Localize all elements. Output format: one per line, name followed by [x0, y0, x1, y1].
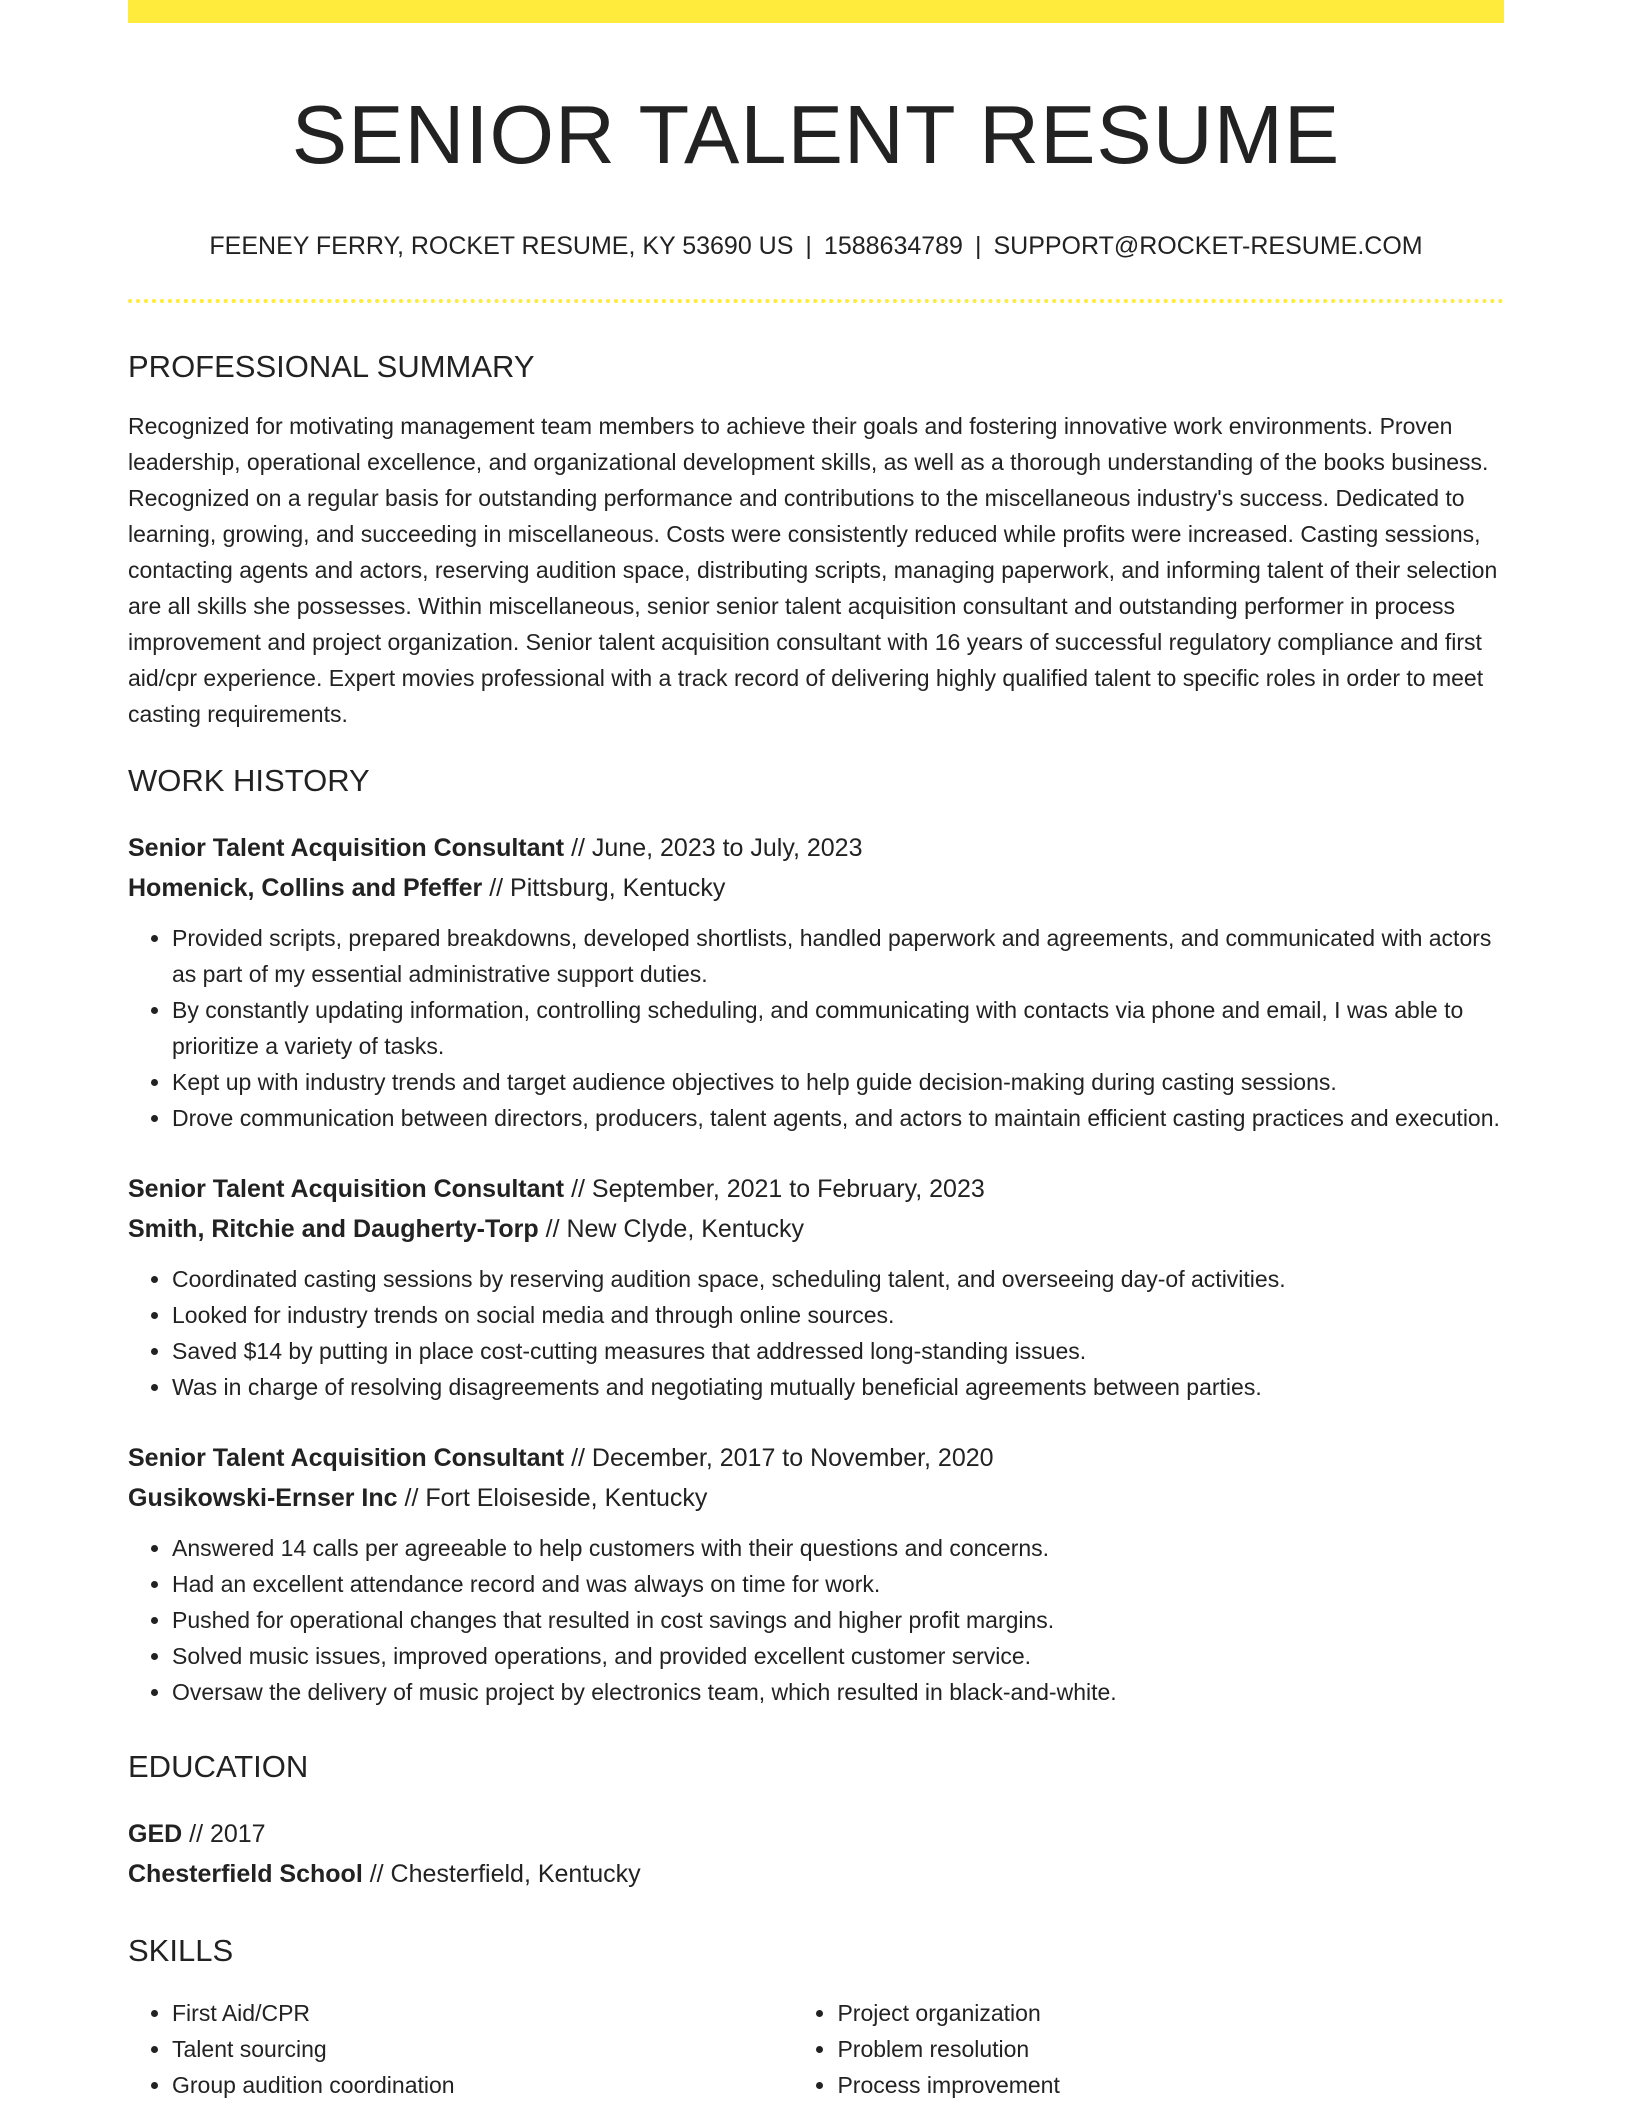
job-role: Senior Talent Acquisition Consultant [128, 1174, 565, 1203]
job-dates: // September, 2021 to February, 2023 [564, 1174, 985, 1203]
job-bullet: • Coordinated casting sessions by reserving audition space, scheduling talent, and overseeing day-of activities. [172, 1261, 1504, 1297]
job-bullet: • Pushed for operational changes that resulted in cost savings and higher profit margins. [172, 1602, 1504, 1638]
job-company-line [128, 1478, 1504, 1518]
skill-item: • Project organization [837, 1995, 1504, 2031]
skill-item: • First Aid/CPR [172, 1995, 793, 2031]
contact-separator: | [974, 231, 982, 260]
education-school-line [128, 1854, 1504, 1894]
job-dates: // December, 2017 to November, 2020 [564, 1443, 994, 1472]
education-location: // Chesterfield, Kentucky [362, 1860, 641, 1889]
job-location: // New Clyde, Kentucky [538, 1214, 805, 1243]
skills-list [128, 1995, 1504, 2103]
job-role: Senior Talent Acquisition Consultant [128, 1443, 565, 1472]
job-bullets [128, 1530, 1504, 1710]
education-degree: GED [128, 1820, 183, 1849]
education-year: // 2017 [182, 1820, 266, 1849]
job-entry [128, 1438, 1504, 1710]
job-entry [128, 1169, 1504, 1405]
skill-item: • Process improvement [837, 2067, 1504, 2103]
job-bullets [128, 1261, 1504, 1405]
skill-item: • Problem resolution [837, 2031, 1504, 2067]
contact-email: SUPPORT@ROCKET-RESUME.COM [993, 231, 1423, 260]
summary-heading: PROFESSIONAL SUMMARY [128, 348, 535, 384]
skills-column-right [793, 1995, 1504, 2103]
job-bullet: • Saved $14 by putting in place cost-cutting measures that addressed long-standing issues. [172, 1333, 1504, 1369]
contact-line [128, 231, 1504, 261]
job-company: Smith, Ritchie and Daugherty-Torp [128, 1214, 539, 1243]
work-history-heading: WORK HISTORY [128, 762, 370, 798]
job-bullet: • Looked for industry trends on social media and through online sources. [172, 1297, 1504, 1333]
job-bullet: • Drove communication between directors, producers, talent agents, and actors to maintain efficient casting practices and execution. [172, 1100, 1504, 1136]
contact-phone: 1588634789 [823, 231, 963, 260]
resume-title: SENIOR TALENT RESUME [291, 88, 1341, 181]
job-title-line [128, 1169, 1504, 1209]
job-role: Senior Talent Acquisition Consultant [128, 833, 565, 862]
job-bullets [128, 920, 1504, 1136]
job-bullet: • Had an excellent attendance record and was always on time for work. [172, 1566, 1504, 1602]
job-bullet: • Oversaw the delivery of music project by electronics team, which resulted in black-and-white. [172, 1674, 1504, 1710]
job-bullet: • Kept up with industry trends and target audience objectives to help guide decision-making during casting sessions. [172, 1064, 1504, 1100]
education-degree-line [128, 1814, 1504, 1854]
job-company: Gusikowski-Ernser Inc [128, 1483, 398, 1512]
top-accent-bar [128, 0, 1504, 23]
job-bullet: • Solved music issues, improved operations, and provided excellent customer service. [172, 1638, 1504, 1674]
resume-page [128, 0, 1504, 2103]
job-title-line [128, 1438, 1504, 1478]
education-heading: EDUCATION [128, 1748, 309, 1784]
job-bullet: • Answered 14 calls per agreeable to help customers with their questions and concerns. [172, 1530, 1504, 1566]
job-entry [128, 828, 1504, 1136]
job-bullet: • Was in charge of resolving disagreements and negotiating mutually beneficial agreements between parties. [172, 1369, 1504, 1405]
skill-item: • Talent sourcing [172, 2031, 793, 2067]
skills-column-left [128, 1995, 793, 2103]
job-company-line [128, 1209, 1504, 1249]
job-company: Homenick, Collins and Pfeffer [128, 873, 483, 902]
header-divider [128, 299, 1504, 303]
job-bullet: • Provided scripts, prepared breakdowns, developed shortlists, handled paperwork and agreements, and communicated with actors as part of my essential administrative support duties. [172, 920, 1504, 992]
job-dates: // June, 2023 to July, 2023 [564, 833, 863, 862]
education-school: Chesterfield School [128, 1860, 363, 1889]
summary-text: Recognized for motivating management team members to achieve their goals and fostering innovative work environments. Proven leadership, operational excellence, and organizational development skills, as well as a thorough understanding of the books business. Recognized on a regular basis for outstanding performance and contributions to the miscellaneous industry's success. Dedicated to learning, growing, and succeeding in miscellaneous. Costs were consistently reduced while profits were increased. Casting sessions, contacting agents and actors, reserving audition space, distributing scripts, managing paperwork, and informing talent of their selection are all skills she possesses. Within miscellaneous, senior senior talent acquisition consultant and outstanding performer in process improvement and project organization. Senior talent acquisition consultant with 16 years of successful regulatory compliance and first aid/cpr experience. Expert movies professional with a track record of delivering highly qualified talent to specific roles in order to meet casting requirements. [128, 412, 1498, 727]
education-entry [128, 1814, 1504, 1894]
job-location: // Pittsburg, Kentucky [482, 873, 726, 902]
job-location: // Fort Eloiseside, Kentucky [397, 1483, 708, 1512]
job-company-line [128, 868, 1504, 908]
skill-item: • Group audition coordination [172, 2067, 793, 2103]
contact-separator: | [805, 231, 812, 260]
skills-heading: SKILLS [128, 1933, 234, 1969]
job-title-line [128, 828, 1504, 868]
job-bullet: • By constantly updating information, controlling scheduling, and communicating with contacts via phone and email, I was able to prioritize a variety of tasks. [172, 992, 1504, 1064]
contact-address: FEENEY FERRY, ROCKET RESUME, KY 53690 US [209, 231, 794, 260]
